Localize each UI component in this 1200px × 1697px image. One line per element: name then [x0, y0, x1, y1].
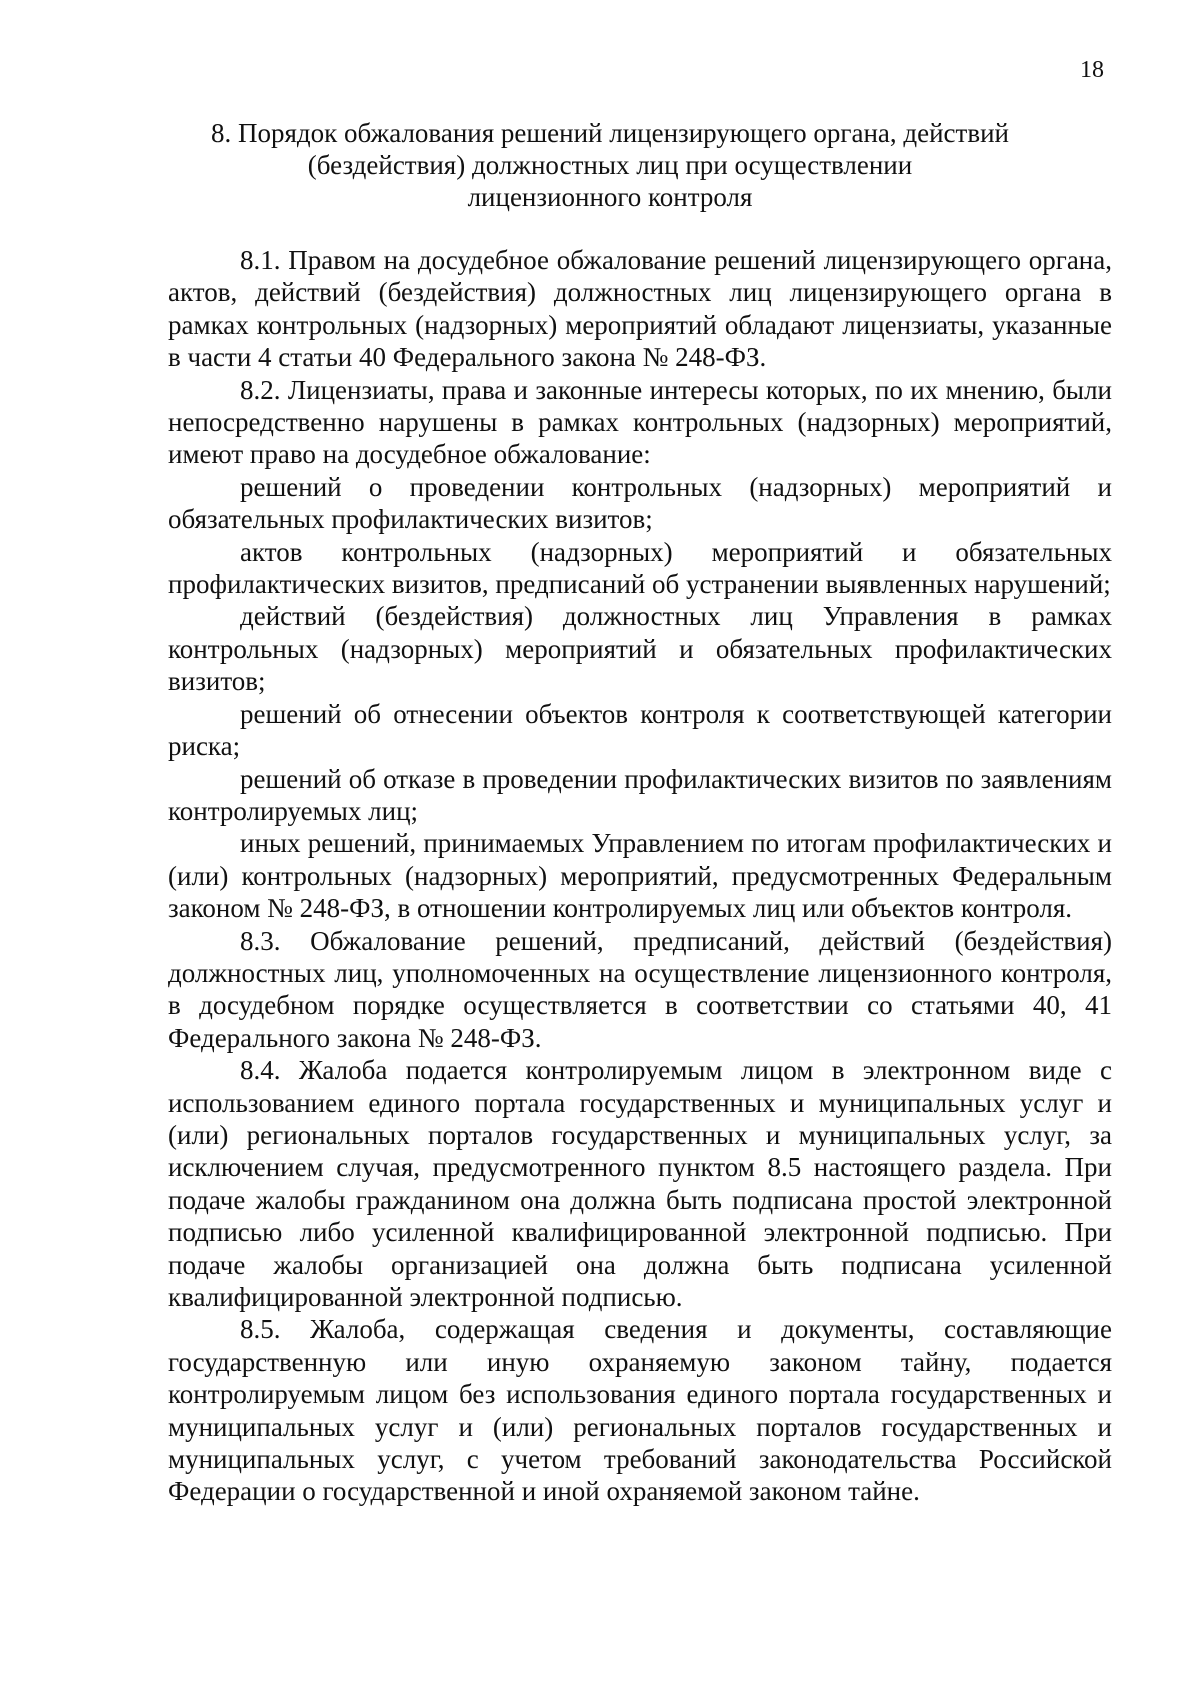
- section-heading-line-3: лицензионного контроля: [467, 182, 753, 212]
- list-item-acts: актов контрольных (надзорных) мероприятий и обязательных профилактических визитов, предписаний об устранении выявленных нарушений;: [168, 536, 1112, 600]
- list-item-decisions-on-conducting: решений о проведении контрольных (надзорных) мероприятий и обязательных профилактических визитов;: [168, 471, 1112, 535]
- list-item-refusal-visits: решений об отказе в проведении профилактических визитов по заявлениям контролируемых лиц;: [168, 763, 1112, 826]
- list-item-other-decisions: иных решений, принимаемых Управлением по итогам профилактических и (или) контрольных (надзорных) мероприятий, предусмотренных Федеральным законом № 248-ФЗ, в отношении контролируемых лиц или объектов контроля.: [168, 828, 1112, 924]
- paragraph-8-2: 8.2. Лицензиаты, права и законные интересы которых, по их мнению, были непосредственно нарушены в рамках контрольных (надзорных) мероприятий, имеют право на досудебное обжалование:: [168, 374, 1112, 470]
- section-heading-line-1: 8. Порядок обжалования решений лицензирующего органа, действий: [211, 118, 1009, 148]
- list-item-risk-category: решений об отнесении объектов контроля к соответствующей категории риска;: [168, 698, 1112, 762]
- paragraph-8-4: 8.4. Жалоба подается контролируемым лицом в электронном виде с использованием единого портала государственных и муниципальных услуг и (или) региональных порталов государственных и муниципальных услуг, за исключением случая, предусмотренного пунктом 8.5 настоящего раздела. При подаче жалобы гражданином она должна быть подписана простой электронной подписью либо усиленной квалифицированной электронной подписью. При подаче жалобы организацией она должна быть подписана усиленной квалифицированной электронной подписью.: [168, 1055, 1112, 1312]
- section-heading-line-2: (бездействия) должностных лиц при осуществлении: [307, 150, 913, 180]
- paragraph-8-5: 8.5. Жалоба, содержащая сведения и документы, составляющие государственную или иную охраняемую законом тайну, подается контролируемым лицом без использования единого портала государственных и муниципальных услуг и (или) региональных порталов государственных и муниципальных услуг, с учетом требований законодательства Российской Федерации о государственной и иной охраняемой законом тайне.: [168, 1314, 1112, 1507]
- list-item-actions-inaction: действий (бездействия) должностных лиц Управления в рамках контрольных (надзорных) мероприятий и обязательных профилактических визитов;: [168, 601, 1112, 697]
- section-heading: [160, 117, 1060, 213]
- paragraph-8-1: 8.1. Правом на досудебное обжалование решений лицензирующего органа, актов, действий (бездействия) должностных лиц лицензирующего органа в рамках контрольных (надзорных) мероприятий обладают лицензиаты, указанные в части 4 статьи 40 Федерального закона № 248-ФЗ.: [168, 245, 1112, 373]
- paragraph-8-3: 8.3. Обжалование решений, предписаний, действий (бездействия) должностных лиц, уполномоченных на осуществление лицензионного контроля, в досудебном порядке осуществляется в соответствии со статьями 40, 41 Федерального закона № 248-ФЗ.: [168, 925, 1112, 1053]
- page-number: 18: [1080, 57, 1104, 83]
- document-body: [168, 244, 1112, 1508]
